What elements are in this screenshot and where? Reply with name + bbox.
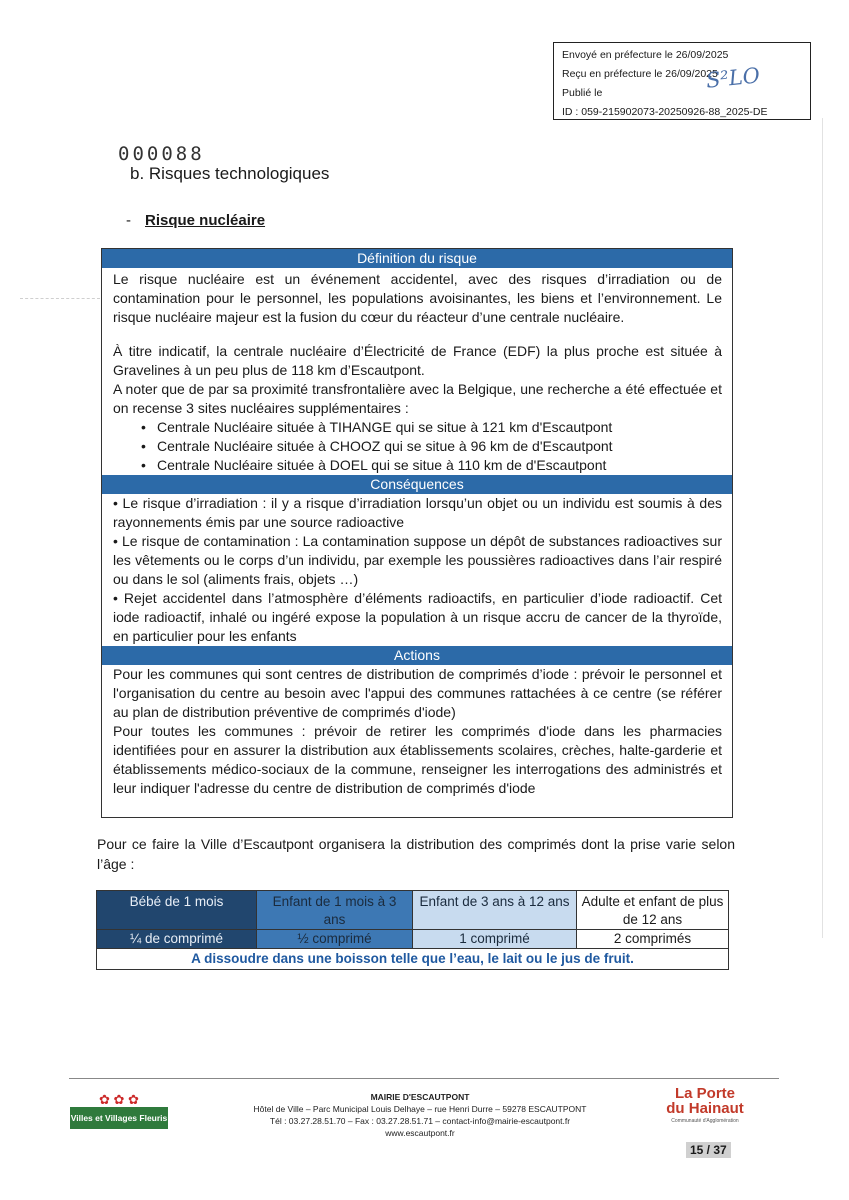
subtitle-text: Risque nucléaire: [145, 212, 266, 229]
flowers-icon: ✿ ✿ ✿: [99, 1092, 139, 1107]
logo-line-2: du Hainaut: [666, 1100, 744, 1117]
prefecture-stamp: [553, 42, 811, 120]
list-item: • Centrale Nucléaire située à DOEL qui se situe à 110 km de d'Escautpont: [143, 456, 722, 475]
consequences-header: Conséquences: [102, 475, 732, 494]
footer-address: Hôtel de Ville – Parc Municipal Louis Delhaye – rue Henri Durre – 59278 ESCAUTPONT: [253, 1104, 587, 1114]
consequence-release: • Rejet accidentel dans l’atmosphère d’éléments radioactifs, en particulier d’iode radioactif. Cet iode radioactif, inhalé ou ingéré expose la population à un risque accru de cancer de la thyroïde, en particulier pour les enfants: [113, 590, 722, 644]
handwritten-signature: S²LO: [704, 63, 762, 93]
scan-edge: [822, 118, 823, 938]
definition-body: [102, 268, 732, 475]
header-cell: Enfant de 3 ans à 12 ans: [413, 891, 577, 930]
table-row: [97, 930, 729, 949]
dosage-note: A dissoudre dans une boisson telle que l’eau, le lait ou le jus de fruit.: [97, 949, 729, 970]
villes-fleuris-logo: [70, 1093, 168, 1131]
consequence-irradiation: • Le risque d’irradiation : il y a risque d’irradiation lorsqu’un objet ou un individu est soumis à des rayonnements émis par une source radioactive: [113, 495, 722, 530]
footer-divider: [69, 1078, 779, 1079]
definition-paragraph-1: Le risque nucléaire est un événement accidentel, avec des risques d’irradiation ou de contamination pour le personnel, les populations avoisinantes, les biens et l’environnement. Le risque nucléaire majeur est la fusion du cœur du réacteur d’une centrale nucléaire.: [113, 271, 722, 325]
footer-website: www.escautpont.fr: [385, 1128, 455, 1138]
actions-paragraph-2: Pour toutes les communes : prévoir de retirer les comprimés d'iode dans les pharmacies identifiées pour en assurer la distribution aux établissements scolaires, crèches, halte-garderie et établissements médico-sociaux de la commune, renseigner les interrogations des administrés et leur indiquer l'adresse du centre de distribution de comprimés d'iode: [113, 723, 722, 796]
actions-body: [102, 665, 732, 798]
logo-line-1: La Porte: [674, 1085, 735, 1102]
footer-contact: Tél : 03.27.28.51.70 – Fax : 03.27.28.51.71 – contact-info@mairie-escautpont.fr: [269, 1116, 571, 1126]
definition-header: Définition du risque: [102, 249, 732, 268]
actions-paragraph-1: Pour les communes qui sont centres de distribution de comprimés d’iode : prévoir le personnel et l'organisation du centre au besoin avec l'appui des communes rattachées à ce centre (se référer au plan de distribution préventive de comprimés d'iode): [113, 666, 722, 720]
header-cell: Bébé de 1 mois: [97, 891, 257, 930]
header-cell: Adulte et enfant de plus de 12 ans: [577, 891, 729, 930]
actions-section: [102, 646, 732, 798]
table-row: [97, 949, 729, 970]
distribution-intro: Pour ce faire la Ville d’Escautpont organisera la distribution des comprimés dont la prise varie selon l’âge :: [97, 836, 735, 872]
definition-section: [102, 249, 732, 475]
table-row: [97, 891, 729, 930]
stamp-received-line: Reçu en préfecture le 26/09/2025: [562, 68, 718, 80]
section-title: b. Risques technologiques: [130, 164, 330, 183]
logo-line-3: Communauté d'Agglomération: [671, 1118, 739, 1124]
consequence-contamination: • Le risque de contamination : La contamination suppose un dépôt de substances radioactives sur les vêtements ou le corps d’un individu, par exemple les poussières radioactives dans l’air respiré ou dans le sol (aliments frais, objets …): [113, 533, 722, 587]
actions-header: Actions: [102, 646, 732, 665]
stamp-id-line: ID : 059-215902073-20250926-88_2025-DE: [562, 106, 768, 118]
nuclear-sites-list: [113, 418, 722, 475]
stamp-published-line: Publié le: [562, 87, 603, 99]
definition-paragraph-2: À titre indicatif, la centrale nucléaire d’Électricité de France (EDF) la plus proche est située à Gravelines à un peu plus de 118 km d’Escautpont.: [113, 343, 722, 378]
dosage-table: [96, 890, 729, 970]
subtitle-dash: -: [126, 212, 131, 229]
list-item: • Centrale Nucléaire située à TIHANGE qui se situe à 121 km d'Escautpont: [143, 418, 722, 437]
definition-paragraph-3: A noter que de par sa proximité transfrontalière avec la Belgique, une recherche a été effectuée et on recense 3 sites nucléaires supplémentaires :: [113, 381, 722, 416]
scan-mark: [20, 298, 100, 300]
page-counter: 15 / 37: [686, 1142, 731, 1158]
document-number: 000088: [118, 143, 205, 165]
spacer: [113, 327, 722, 342]
value-cell: ½ comprimé: [257, 930, 413, 949]
footer-address-block: [200, 1091, 640, 1139]
header-cell: Enfant de 1 mois à 3 ans: [257, 891, 413, 930]
value-cell: 2 comprimés: [577, 930, 729, 949]
subsection-title: [126, 212, 265, 229]
risk-table: [101, 248, 733, 818]
consequences-body: [102, 494, 732, 646]
stamp-sent-line: Envoyé en préfecture le 26/09/2025: [562, 49, 729, 61]
value-cell: ¼ de comprimé: [97, 930, 257, 949]
footer-mairie: MAIRIE D'ESCAUTPONT: [370, 1092, 470, 1102]
villes-fleuris-label: Villes et Villages Fleuris: [70, 1107, 168, 1129]
consequences-section: [102, 475, 732, 646]
list-item: • Centrale Nucléaire située à CHOOZ qui se situe à 96 km de d'Escautpont: [143, 437, 722, 456]
porte-du-hainaut-logo: [655, 1086, 755, 1124]
value-cell: 1 comprimé: [413, 930, 577, 949]
